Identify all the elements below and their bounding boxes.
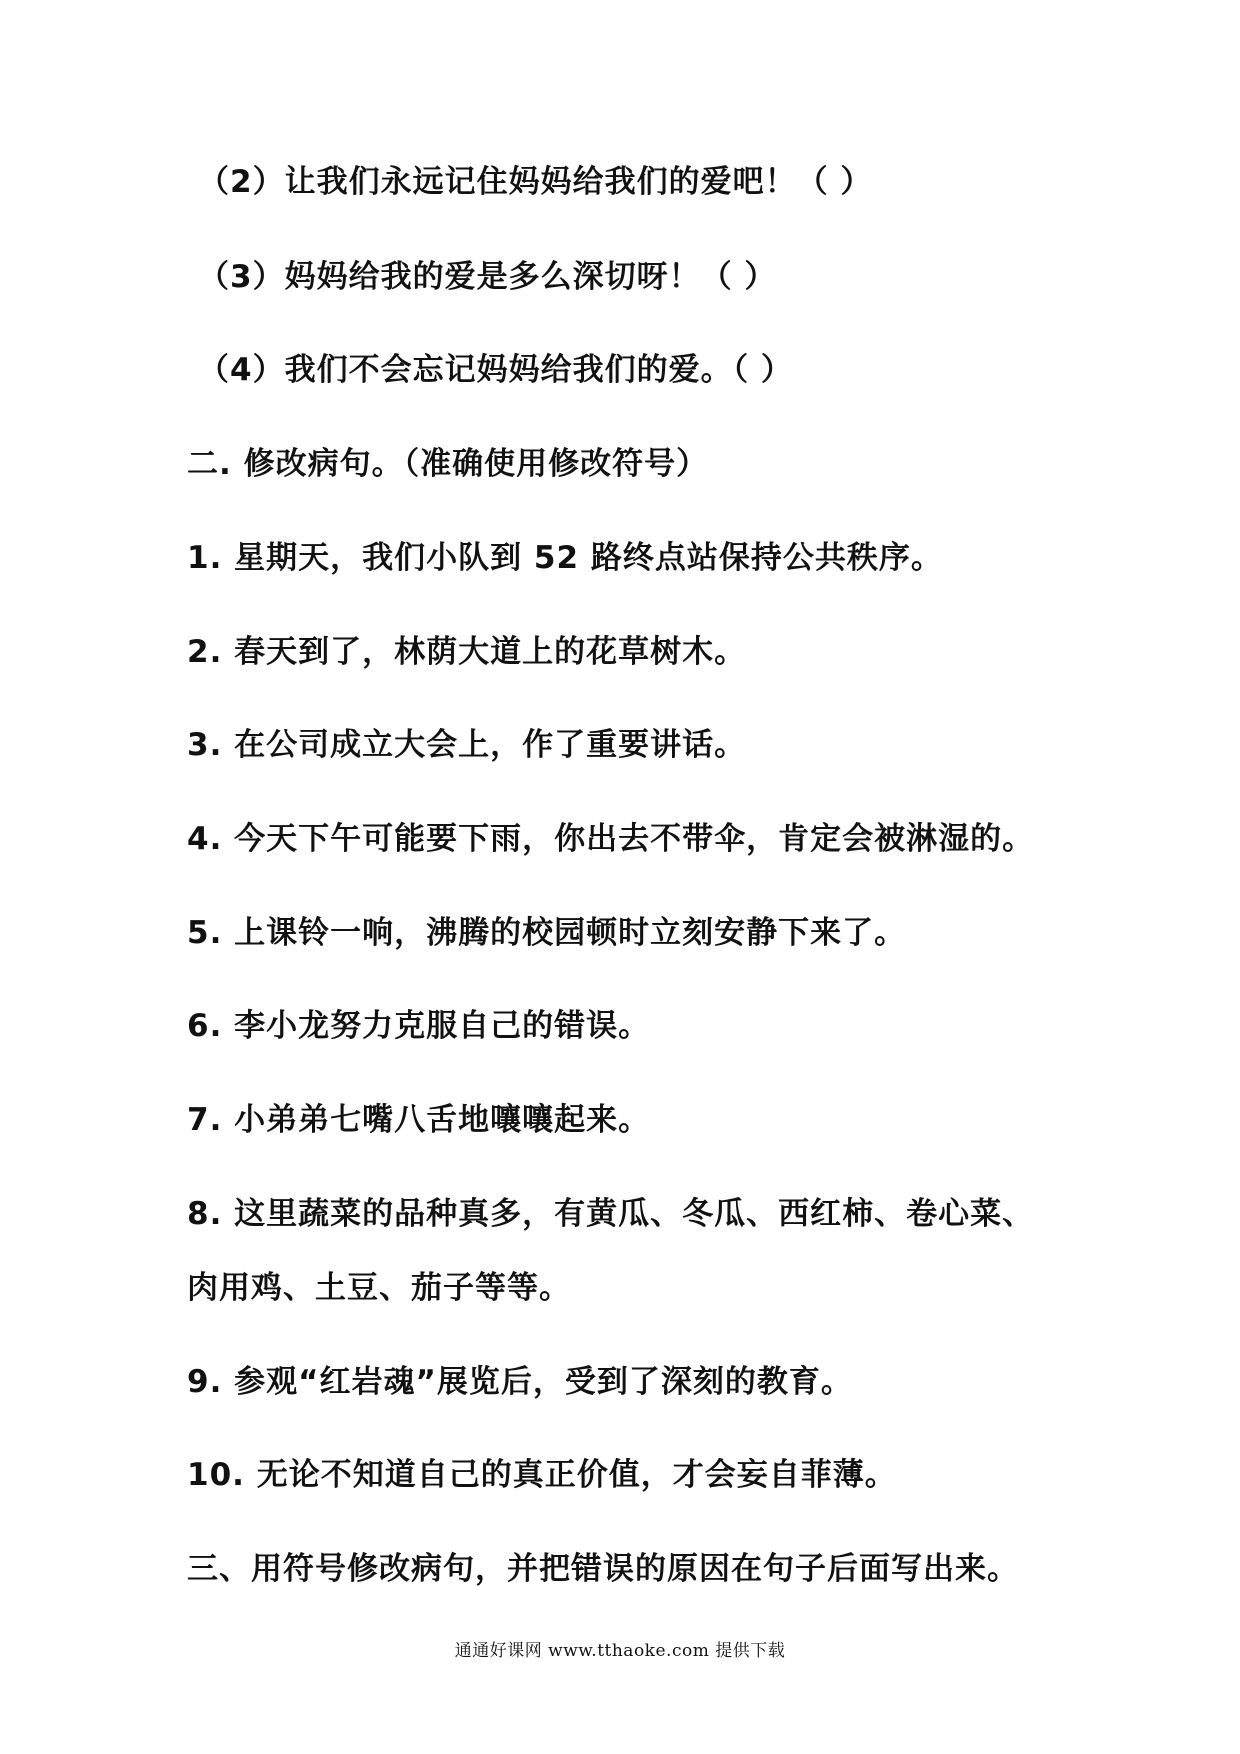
sentence-item-5: 5. 上课铃一响，沸腾的校园顿时立刻安静下来了。 — [187, 915, 907, 951]
sentence-item-2: 2. 春天到了，林荫大道上的花草树木。 — [187, 634, 747, 670]
question-item-3: （3）妈妈给我的爱是多么深切呀！（ ） — [198, 259, 777, 295]
sentence-item-8: 8. 这里蔬菜的品种真多，有黄瓜、冬瓜、西红柿、卷心菜、 — [187, 1196, 1035, 1232]
sentence-item-4: 4. 今天下午可能要下雨，你出去不带伞，肯定会被淋湿的。 — [187, 821, 1035, 857]
section-heading-2: 二. 修改病句。（准确使用修改符号） — [187, 446, 709, 482]
section-heading-3: 三、用符号修改病句，并把错误的原因在句子后面写出来。 — [187, 1551, 1019, 1587]
page-footer: 通通好课网 www.tthaoke.com 提供下载 — [454, 1641, 786, 1661]
sentence-item-9: 9. 参观“红岩魂”展览后，受到了深刻的教育。 — [187, 1364, 853, 1400]
question-item-2: （2）让我们永远记住妈妈给我们的爱吧！（ ） — [198, 164, 873, 200]
sentence-item-10: 10. 无论不知道自己的真正价值，才会妄自菲薄。 — [187, 1457, 897, 1493]
sentence-item-8-continued: 肉用鸡、土豆、茄子等等。 — [187, 1270, 571, 1306]
question-item-4: （4）我们不会忘记妈妈给我们的爱。（ ） — [198, 352, 793, 388]
sentence-item-6: 6. 李小龙努力克服自己的错误。 — [187, 1008, 651, 1044]
sentence-item-1: 1. 星期天，我们小队到 52 路终点站保持公共秩序。 — [187, 540, 943, 576]
sentence-item-3: 3. 在公司成立大会上，作了重要讲话。 — [187, 727, 747, 763]
sentence-item-7: 7. 小弟弟七嘴八舌地嚷嚷起来。 — [187, 1102, 651, 1138]
